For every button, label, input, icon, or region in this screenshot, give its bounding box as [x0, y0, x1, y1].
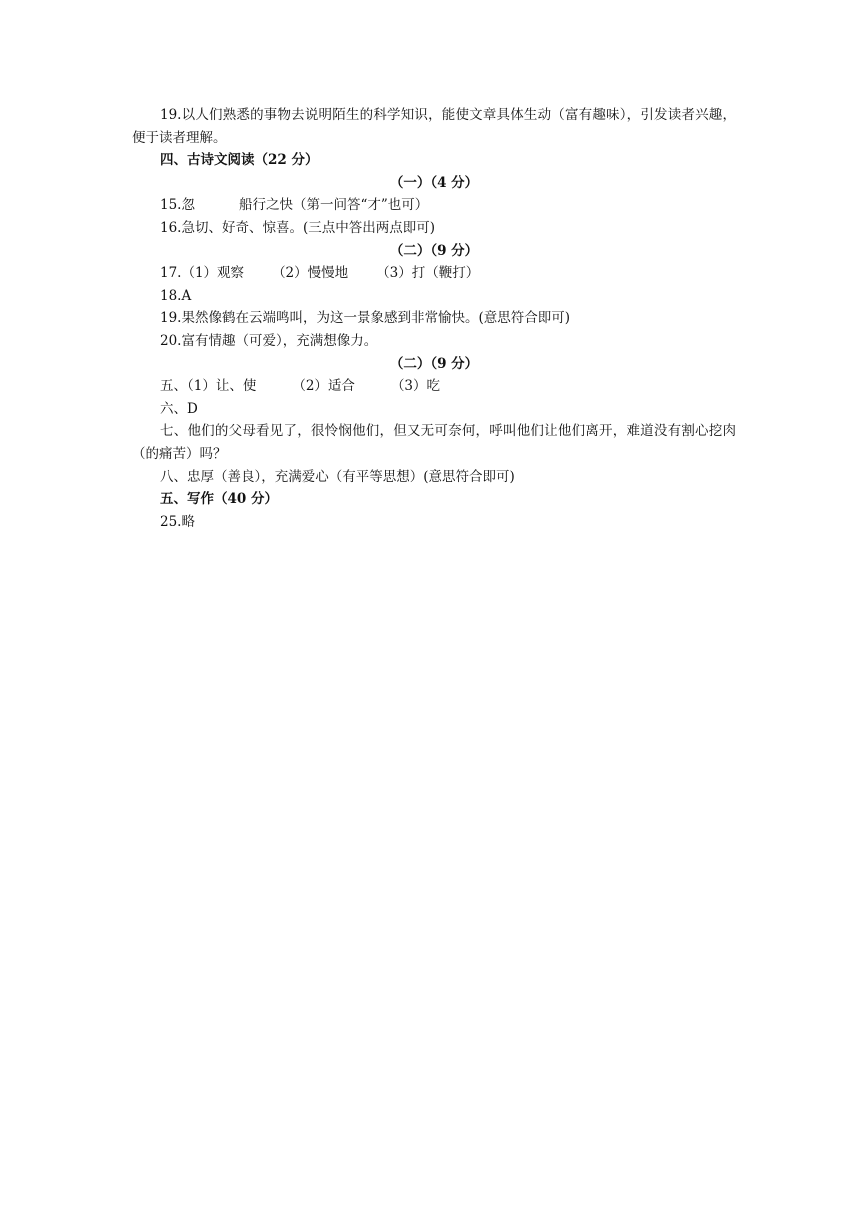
answer-key-content	[132, 104, 736, 533]
subsection-heading-1: （一）（4 分）	[389, 174, 479, 191]
answer-16: 16.急切、好奇、惊喜。(三点中答出两点即可)	[160, 219, 436, 236]
answer-20: 20.富有情趣（可爱），充满想像力。	[160, 332, 378, 349]
answer-15	[132, 194, 736, 217]
answer-25: 25.略	[160, 513, 195, 530]
answer-seven: 七、他们的父母看见了，很怜悯他们，但又无可奈何，呼叫他们让他们离开，难道没有割心挖肉（的痛苦）吗？	[132, 423, 736, 462]
section-heading-writing: 五、写作（40 分）	[160, 491, 278, 508]
answer-19-explanation: 19.以人们熟悉的事物去说明陌生的科学知识，能使文章具体生动（富有趣味），引发读者兴趣，便于读者理解。	[132, 107, 736, 146]
subsection-heading-2: （二）（9 分）	[389, 242, 479, 259]
answer-19: 19.果然像鹤在云端鸣叫，为这一景象感到非常愉快。(意思符合即可)	[160, 310, 571, 327]
answer-eight: 八、忠厚（善良），充满爱心（有平等思想）(意思符合即可)	[160, 468, 515, 485]
answer-17-part-2: （2）慢慢地	[272, 265, 349, 282]
subsection-heading-3: （二）（9 分）	[389, 355, 479, 372]
answer-five-part-1: 五、（1）让、使	[160, 378, 257, 395]
answer-17-part-1: 17.（1）观察	[160, 265, 245, 282]
answer-five-part-2: （2）适合	[292, 378, 355, 395]
answer-15-part-a: 15.忽	[160, 197, 195, 214]
answer-six: 六、D	[160, 400, 198, 417]
section-heading-classical-reading: 四、古诗文阅读（22 分）	[160, 152, 319, 169]
answer-15-part-b: 船行之快（第一问答“才”也可）	[238, 197, 429, 214]
answer-five-part-3: （3）吃	[390, 378, 441, 395]
answer-17-part-3: （3）打（鞭打）	[376, 265, 480, 282]
answer-five	[132, 375, 736, 398]
answer-18: 18.A	[160, 287, 192, 304]
answer-17	[132, 262, 736, 285]
